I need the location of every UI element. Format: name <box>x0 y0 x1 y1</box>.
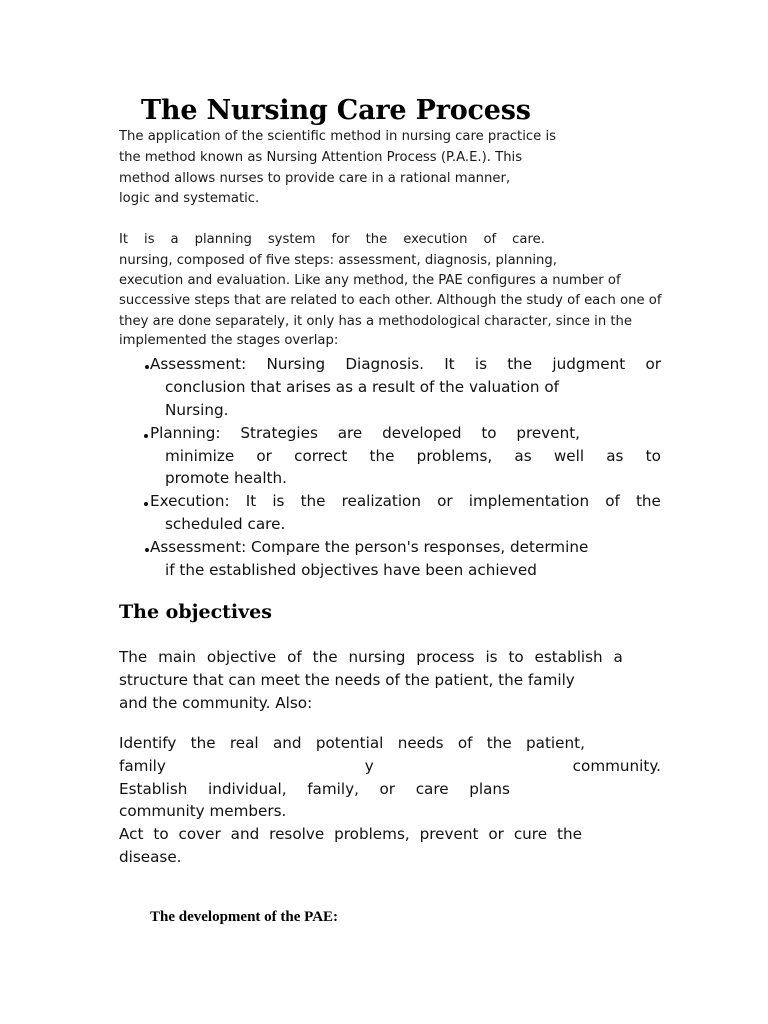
word: the <box>507 355 533 373</box>
identify-line1 <box>119 734 585 752</box>
word: of <box>287 648 302 666</box>
word: Establish <box>119 780 188 798</box>
word: of <box>483 232 497 247</box>
intro-line: method allows nurses to provide care in a rational manner, <box>119 171 511 186</box>
bullet-execution-line1 <box>150 492 661 510</box>
word: individual, <box>208 780 287 798</box>
word: potential <box>315 734 384 752</box>
word: is <box>485 648 498 666</box>
word: a <box>170 232 179 247</box>
word: to <box>645 447 661 465</box>
planning-line: nursing, composed of five steps: assessment, diagnosis, planning, <box>119 253 557 268</box>
word: the <box>312 648 338 666</box>
word: problems, <box>416 447 493 465</box>
word: the <box>190 734 216 752</box>
bullet-dot-icon <box>145 365 149 369</box>
word: developed <box>382 424 462 442</box>
act-line1 <box>119 825 582 843</box>
word: Identify <box>119 734 177 752</box>
word: prevent <box>419 825 479 843</box>
word: establish <box>534 648 603 666</box>
word: minimize <box>165 447 235 465</box>
word: Assessment: <box>150 355 247 373</box>
word: main <box>158 648 197 666</box>
word: the <box>369 447 395 465</box>
bullet-execution-line2: scheduled care. <box>165 515 286 533</box>
planning-line: implemented the stages overlap: <box>119 333 339 348</box>
word: problems, <box>334 825 410 843</box>
word: the <box>300 492 326 510</box>
word: as <box>606 447 624 465</box>
bullet-planning-line2 <box>165 447 661 465</box>
word: planning <box>194 232 252 247</box>
objectives-line3: and the community. Also: <box>119 694 313 712</box>
identify-line2 <box>119 757 661 775</box>
word: process <box>416 648 475 666</box>
word: family, <box>307 780 359 798</box>
word: or <box>645 355 661 373</box>
word: real <box>229 734 259 752</box>
word: well <box>553 447 585 465</box>
intro-line: logic and systematic. <box>119 191 260 206</box>
word: cover <box>178 825 221 843</box>
word: as <box>514 447 532 465</box>
word: a <box>613 648 623 666</box>
bullet-assessment-line3: Nursing. <box>165 401 229 419</box>
word: correct <box>294 447 348 465</box>
word: resolve <box>269 825 325 843</box>
bullet-dot-icon <box>145 548 149 552</box>
word: are <box>337 424 363 442</box>
word: family <box>119 757 166 775</box>
establish-line2: community members. <box>119 802 287 820</box>
word: of <box>605 492 620 510</box>
objectives-line1 <box>119 648 623 666</box>
word: It <box>444 355 455 373</box>
word: execution <box>403 232 468 247</box>
bullet-dot-icon <box>144 502 148 506</box>
word: realization <box>341 492 421 510</box>
bullet-assessment-line1 <box>150 355 661 373</box>
word: patient, <box>526 734 585 752</box>
planning-line: successive steps that are related to each other. Although the study of each one of <box>119 293 662 308</box>
bullet-assessment-line2: conclusion that arises as a result of the valuation of <box>165 378 559 396</box>
bullet-planning-line3: promote health. <box>165 469 287 487</box>
planning-line-justified <box>119 232 545 247</box>
word: care. <box>512 232 545 247</box>
word: is <box>474 355 487 373</box>
bullet-evaluation-line1: Assessment: Compare the person's responses, determine <box>150 538 589 556</box>
word: needs <box>397 734 444 752</box>
word: of <box>457 734 473 752</box>
bullet-planning-line1 <box>150 424 580 442</box>
word: or <box>379 780 396 798</box>
word: to <box>153 825 169 843</box>
word: It <box>119 232 129 247</box>
objectives-line2: structure that can meet the needs of the patient, the family <box>119 671 575 689</box>
word: the <box>635 492 661 510</box>
word: system <box>267 232 316 247</box>
word: and <box>230 825 260 843</box>
word: Diagnosis. <box>345 355 424 373</box>
planning-line: execution and evaluation. Like any method, the PAE configures a number of <box>119 273 621 288</box>
word: Act <box>119 825 144 843</box>
word: Nursing <box>266 355 326 373</box>
word: judgment <box>552 355 626 373</box>
word: community. <box>572 757 661 775</box>
word: It <box>245 492 257 510</box>
word: The <box>119 648 148 666</box>
word: Execution: <box>150 492 230 510</box>
word: care <box>415 780 449 798</box>
bullet-dot-icon <box>144 434 148 438</box>
word: the <box>556 825 582 843</box>
word: Planning: <box>150 424 221 442</box>
word: nursing <box>348 648 406 666</box>
word: Strategies <box>240 424 318 442</box>
page-title: The Nursing Care Process <box>141 95 531 126</box>
word: or <box>437 492 453 510</box>
word: is <box>144 232 155 247</box>
planning-line: they are done separately, it only has a methodological character, since in the <box>119 314 633 329</box>
word: y <box>364 757 374 775</box>
word: the <box>486 734 512 752</box>
word: is <box>272 492 285 510</box>
word: for <box>331 232 350 247</box>
objectives-heading: The objectives <box>119 601 272 623</box>
development-heading: The development of the PAE: <box>150 909 339 925</box>
word: to <box>508 648 524 666</box>
word: or <box>256 447 272 465</box>
word: the <box>365 232 388 247</box>
bullet-evaluation-line2: if the established objectives have been achieved <box>165 561 537 579</box>
word: and <box>272 734 302 752</box>
word: cure <box>513 825 548 843</box>
word: implementation <box>468 492 590 510</box>
word: objective <box>206 648 277 666</box>
establish-line1 <box>119 780 510 798</box>
intro-line: The application of the scientific method in nursing care practice is <box>119 129 556 144</box>
word: or <box>488 825 504 843</box>
intro-line: the method known as Nursing Attention Process (P.A.E.). This <box>119 150 523 165</box>
word: plans <box>469 780 510 798</box>
word: prevent, <box>516 424 580 442</box>
word: to <box>481 424 497 442</box>
act-line2: disease. <box>119 848 182 866</box>
